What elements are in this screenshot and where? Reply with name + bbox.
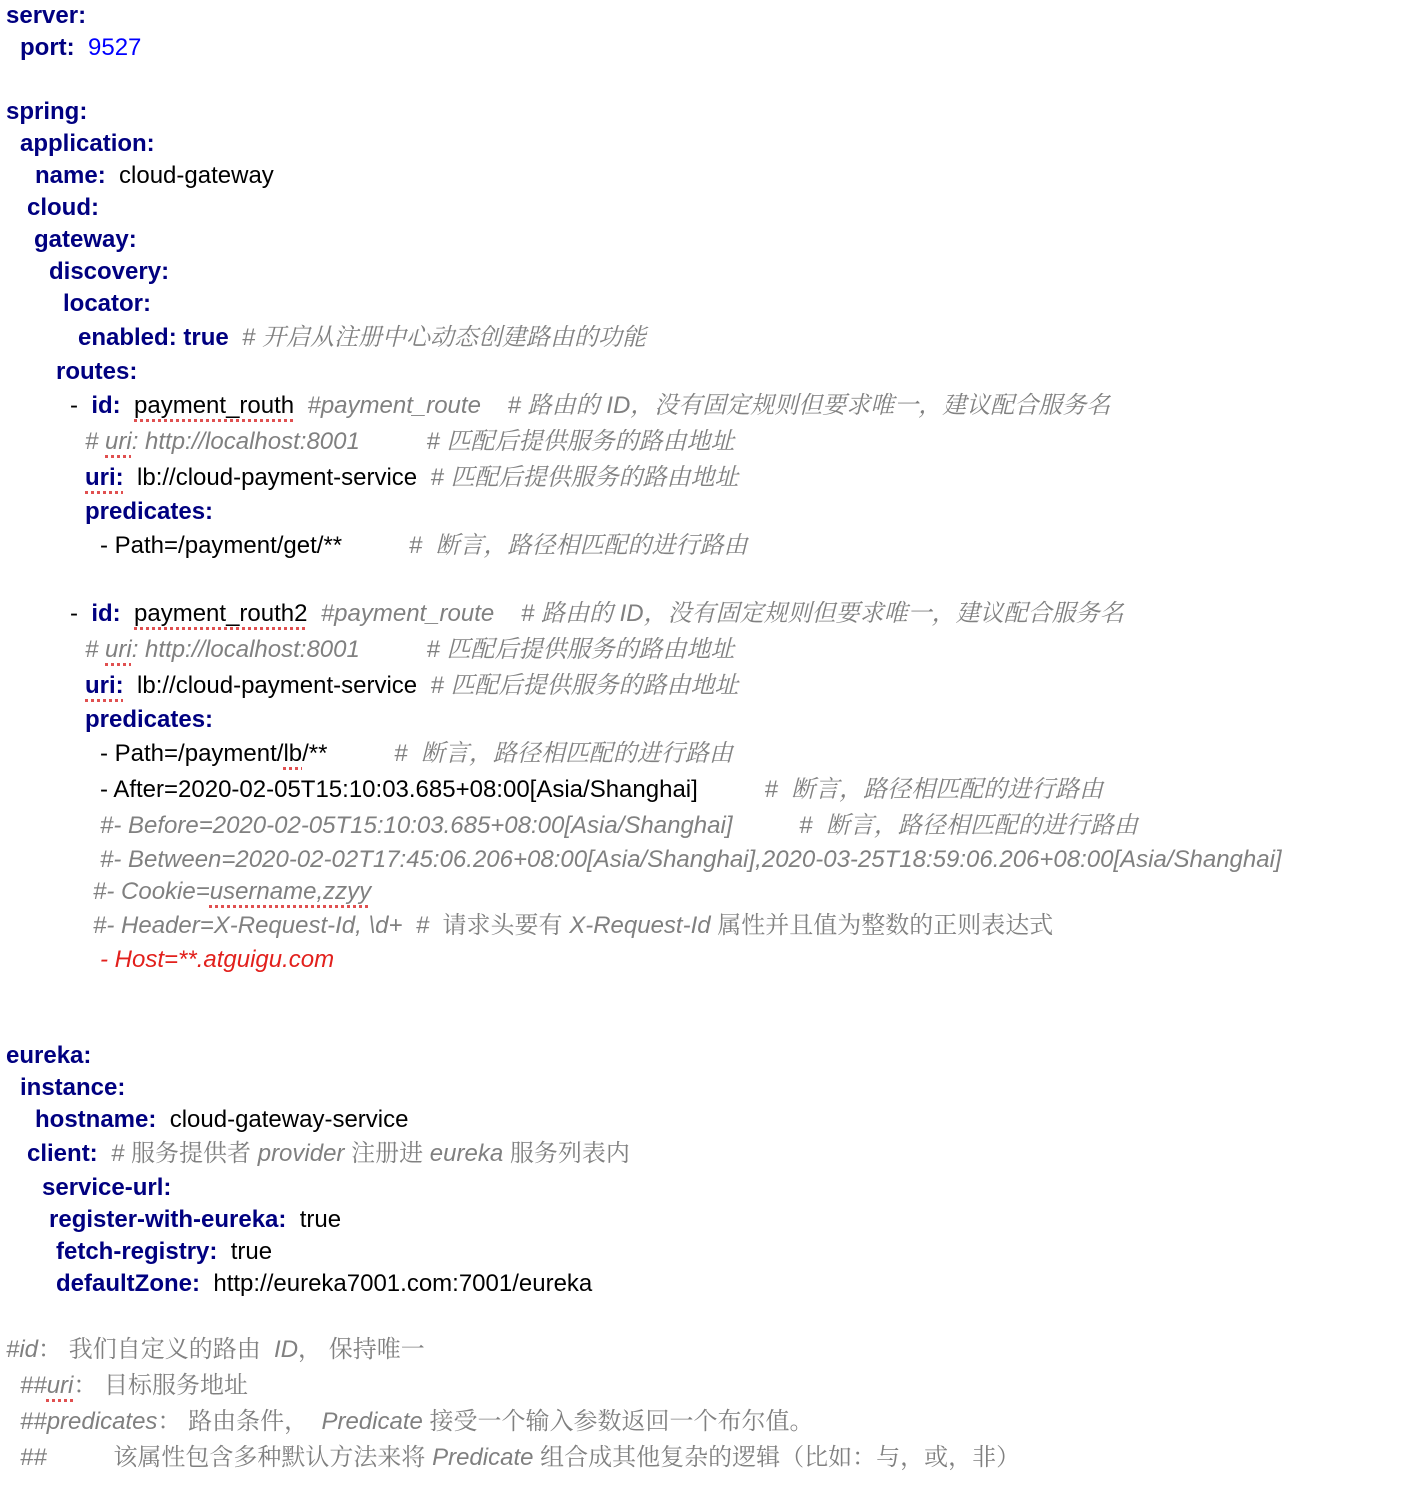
- note-id-b: ： 我们自定义的路由: [38, 1336, 275, 1363]
- route2-predicate-header: [93, 911, 1053, 941]
- note-predicates-desc: [20, 1443, 1020, 1473]
- comment-client-a: 服务提供者: [131, 1140, 258, 1167]
- note-uri-a: ##: [20, 1372, 47, 1399]
- value-uri: lb://cloud-payment-service: [137, 464, 418, 491]
- line-fetch: [56, 1237, 272, 1267]
- line-client: [27, 1139, 630, 1169]
- comment-predicate: # 断言，路径相匹配的进行路由: [394, 740, 733, 767]
- comment-client-c: 注册进: [344, 1140, 430, 1167]
- note-id-c: ID: [274, 1336, 299, 1363]
- value-enabled: true: [183, 324, 229, 351]
- route2-predicate-cookie: [93, 877, 371, 907]
- line-service-url: [42, 1173, 171, 1203]
- note-uri: [20, 1371, 248, 1401]
- note-id: [6, 1335, 425, 1365]
- comment-uri: uri: [105, 636, 132, 663]
- route2-uri-comment-line: [85, 635, 735, 665]
- key-uri: uri:: [85, 464, 124, 491]
- note-uri-b: uri: [46, 1372, 74, 1399]
- comment-id-b: ID: [606, 392, 631, 419]
- key-gateway: gateway:: [34, 226, 137, 253]
- dash: -: [70, 600, 85, 627]
- line-enabled: [78, 323, 646, 353]
- value-register: true: [299, 1206, 342, 1233]
- comment-client-e: 服务列表内: [503, 1140, 630, 1167]
- comment-uri-desc: # 匹配后提供服务的路由地址: [426, 636, 735, 663]
- key-default-zone: defaultZone:: [56, 1270, 200, 1297]
- value-default-zone: http://eureka7001.com:7001/eureka: [213, 1270, 593, 1297]
- predicate-between: #- Between=2020-02-02T17:45:06.206+08:00[Asia/Shanghai],2020-03-25T18:59:06.206+08:00[Asia/Shanghai]: [100, 846, 1282, 873]
- route2-predicate-between: [100, 845, 1282, 875]
- predicate-path-tail: /**: [302, 740, 328, 767]
- comment-header-a: 请求头要有: [442, 912, 570, 939]
- predicate-cookie: #- Cookie=: [93, 878, 210, 905]
- line-locator: [63, 289, 151, 319]
- value-name: cloud-gateway: [119, 162, 274, 189]
- key-cloud: cloud:: [27, 194, 99, 221]
- comment-uri-value: : http://localhost:8001: [131, 636, 360, 663]
- comment-id-b: ID: [619, 600, 644, 627]
- comment-client-b: provider: [257, 1140, 345, 1167]
- note-id-d: ， 保持唯一: [298, 1336, 425, 1363]
- key-discovery: discovery:: [49, 258, 170, 285]
- route2-predicate-before: [100, 811, 1138, 841]
- note-predicates: [20, 1407, 814, 1437]
- line-default-zone: [56, 1269, 592, 1299]
- key-port: port:: [20, 34, 75, 61]
- key-id: id:: [91, 392, 121, 419]
- comment-client-d: eureka: [429, 1140, 504, 1167]
- comment-predicate: # 断言，路径相匹配的进行路由: [408, 532, 748, 559]
- route2-predicates-line: [85, 705, 213, 735]
- key-id: id:: [91, 600, 121, 627]
- key-routes: routes:: [56, 358, 138, 385]
- comment-uri: # 匹配后提供服务的路由地址: [430, 464, 739, 491]
- line-eureka: [6, 1041, 91, 1071]
- comment-id-a: # 路由的: [507, 392, 607, 419]
- value-id: payment_routh2: [134, 600, 308, 627]
- route1-uri-comment-line: [85, 427, 735, 457]
- line-gateway: [34, 225, 137, 255]
- route2-predicate-host: [100, 945, 334, 975]
- key-instance: instance:: [20, 1074, 126, 1101]
- note-desc-d: 组合成其他复杂的逻辑（比如：与，或，非）: [533, 1444, 1021, 1471]
- note-desc-a: ##: [20, 1444, 47, 1471]
- route2-id-line: [70, 599, 1124, 629]
- key-uri: uri:: [85, 672, 124, 699]
- key-hostname: hostname:: [35, 1106, 157, 1133]
- note-uri-c: ： 目标服务地址: [73, 1372, 249, 1399]
- predicate-path: - Path=/payment/get/**: [100, 532, 343, 559]
- key-eureka: eureka:: [6, 1042, 92, 1069]
- key-spring: spring:: [6, 98, 88, 125]
- predicate-cookie-value: username,zzyy: [209, 878, 372, 905]
- predicate-path-lb: lb: [283, 740, 303, 767]
- line-routes: [56, 357, 137, 387]
- note-pred-c: Predicate: [321, 1408, 423, 1435]
- comment-header-c: 属性并且值为整数的正则表达式: [710, 912, 1054, 939]
- key-service-url: service-url:: [42, 1174, 172, 1201]
- note-id-a: #id: [6, 1336, 39, 1363]
- predicate-path: - Path=/payment/: [100, 740, 284, 767]
- value-hostname: cloud-gateway-service: [169, 1106, 409, 1133]
- comment-uri: uri: [105, 428, 132, 455]
- key-enabled: enabled:: [78, 324, 177, 351]
- line-name: [35, 161, 274, 191]
- comment-id-c: ，没有固定规则但要求唯一，建议配合服务名: [630, 392, 1111, 419]
- line-server: [6, 1, 86, 31]
- line-spring: [6, 97, 87, 127]
- value-id: payment_routh: [134, 392, 295, 419]
- comment-after: # 断言，路径相匹配的进行路由: [764, 776, 1104, 803]
- note-pred-a: ##predicates: [20, 1408, 158, 1435]
- key-register: register-with-eureka:: [49, 1206, 287, 1233]
- line-cloud: [27, 193, 99, 223]
- comment-hash: #: [85, 428, 106, 455]
- line-instance: [20, 1073, 125, 1103]
- line-hostname: [35, 1105, 408, 1135]
- comment-uri: # 匹配后提供服务的路由地址: [430, 672, 739, 699]
- value-fetch: true: [230, 1238, 273, 1265]
- line-port: [20, 33, 141, 63]
- key-locator: locator:: [63, 290, 152, 317]
- route1-predicate-path: [100, 531, 748, 561]
- predicate-host: - Host=**.atguigu.com: [100, 946, 335, 973]
- comment-id-a: # 路由的: [520, 600, 620, 627]
- key-name: name:: [35, 162, 106, 189]
- key-client: client:: [27, 1140, 98, 1167]
- comment-route-name: #payment_route: [320, 600, 495, 627]
- comment-route-name: #payment_route: [307, 392, 481, 419]
- value-uri: lb://cloud-payment-service: [137, 672, 418, 699]
- comment-header-b: X-Request-Id: [569, 912, 711, 939]
- note-desc-b: 该属性包含多种默认方法来将: [113, 1444, 433, 1471]
- route2-predicate-path: [100, 739, 733, 769]
- key-predicates: predicates:: [85, 706, 214, 733]
- route2-predicate-after: [100, 775, 1103, 805]
- line-discovery: [49, 257, 169, 287]
- value-port: 9527: [88, 34, 142, 61]
- key-application: application:: [20, 130, 155, 157]
- comment-before: # 断言，路径相匹配的进行路由: [799, 812, 1138, 839]
- route1-predicates-line: [85, 497, 213, 527]
- comment-uri-desc: # 匹配后提供服务的路由地址: [426, 428, 735, 455]
- route1-uri-line: [85, 463, 739, 493]
- predicate-before: #- Before=2020-02-05T15:10:03.685+08:00[Asia/Shanghai]: [100, 812, 733, 839]
- note-pred-b: ： 路由条件，: [157, 1408, 322, 1435]
- line-application: [20, 129, 155, 159]
- key-predicates: predicates:: [85, 498, 214, 525]
- predicate-header: #- Header=X-Request-Id, \d+ #: [93, 912, 443, 939]
- note-desc-c: Predicate: [432, 1444, 534, 1471]
- key-server: server:: [6, 2, 87, 29]
- route1-id-line: [70, 391, 1110, 421]
- dash: -: [70, 392, 85, 419]
- comment-enabled: # 开启从注册中心动态创建路由的功能: [242, 324, 647, 351]
- key-fetch: fetch-registry:: [56, 1238, 218, 1265]
- note-pred-d: 接受一个输入参数返回一个布尔值。: [422, 1408, 814, 1435]
- line-register: [49, 1205, 341, 1235]
- route2-uri-line: [85, 671, 739, 701]
- comment-hash: #: [85, 636, 106, 663]
- comment-uri-value: : http://localhost:8001: [131, 428, 360, 455]
- comment-id-c: ，没有固定规则但要求唯一，建议配合服务名: [643, 600, 1124, 627]
- comment-hash: #: [111, 1140, 132, 1167]
- predicate-after: - After=2020-02-05T15:10:03.685+08:00[Asia/Shanghai]: [100, 776, 698, 803]
